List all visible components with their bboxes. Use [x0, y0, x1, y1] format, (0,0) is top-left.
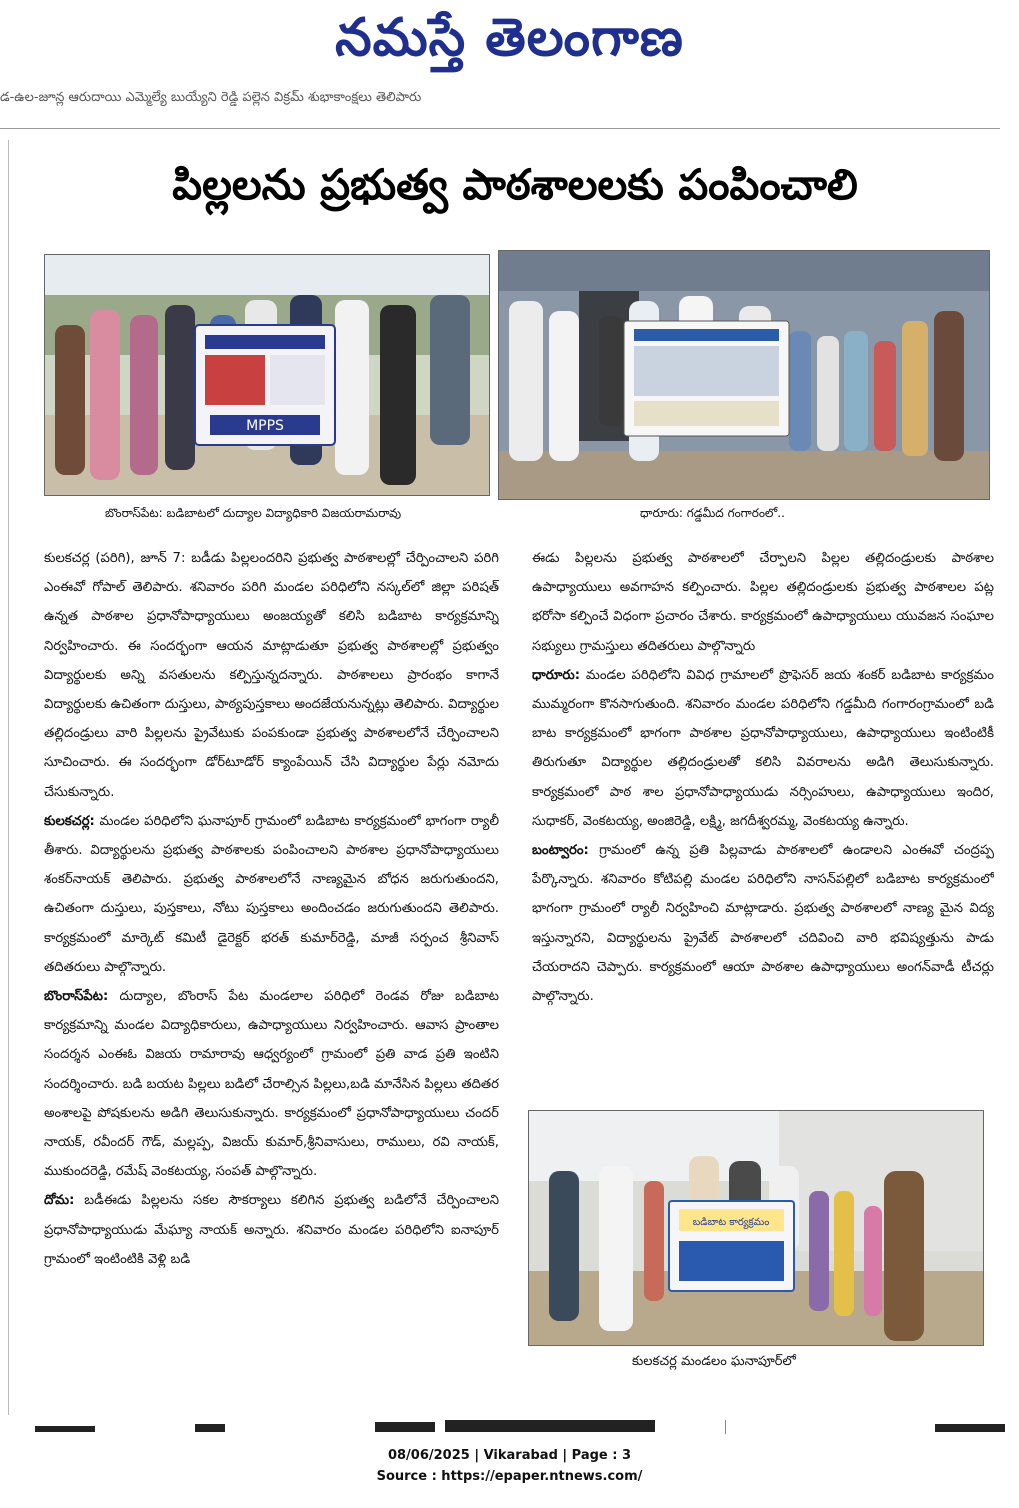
article-column-1	[44, 544, 499, 1409]
paragraph	[532, 544, 994, 661]
photo-bottom-image	[529, 1111, 983, 1345]
paragraph	[532, 661, 994, 836]
paragraph-lead: దోమ:	[44, 1193, 75, 1209]
paragraph	[44, 1186, 499, 1274]
paragraph-lead: ధారూరు:	[532, 667, 581, 683]
banner-text: MPPS	[246, 418, 284, 434]
photo-left-caption: బొంరాస్‌పేట: బడిబాటలో దుద్యాల విద్యాధికారి విజయరామరావు	[105, 506, 402, 520]
article-column-2	[532, 544, 994, 1104]
headline: పిల్లలను ప్రభుత్వ పాఠశాలలకు పంపించాలి	[172, 160, 858, 209]
paragraph	[44, 807, 499, 982]
footer-date-edition: 08/06/2025 | Vikarabad | Page : 3	[387, 1448, 632, 1463]
paragraph-text: కులకచర్ల (పరిగి), జూన్ 7: బడీడు పిల్లలందరిని ప్రభుత్వ పాఠశాలల్లో చేర్పించాలని పరిగి ఎంఈవో గోపాల్ తెలిపారు. శనివారం పరిగి మండల పరిధిలోని నస్కల్‌లో జిల్లా పరిషత్ ఉన్నత పాఠశాల ప్రధానోపాధ్యాయులు అంజయ్యతో కలిసి బడిబాట కార్యక్రమాన్ని నిర్వహించారు. ఈ సందర్భంగా ఆయన మాట్లాడుతూ ప్రభుత్వ పాఠశాలల్లో ప్రభుత్వం విద్యార్థులకు అన్ని వసతులను కల్పిస్తున్నదన్నారు. పాఠశాలలు ప్రారంభం కాగానే విద్యార్థులకు ఉచితంగా దుస్తులు, పాఠ్యపుస్తకాలు అందజేయనున్నట్లు తెలిపారు. విద్యార్థుల తల్లిదండ్రులు వారి పిల్లలను ప్రైవేటుకు పంపకుండా ప్రభుత్వ పాఠశాలలోనే చేర్పించాలని సూచించారు. ఈ సందర్భంగా డోర్‌టూడోర్ క్యాంపేయిన్ చేసి విద్యార్థుల పేర్లు నమోదు చేసుకున్నారు.	[44, 551, 499, 800]
photo-right-caption: ధారూరు: గడ్డమీద గంగారంలో..	[640, 506, 785, 520]
paragraph-text: మండల పరిధిలోని ఘనాపూర్ గ్రామంలో బడిబాట కార్యక్రమంలో భాగంగా ర్యాలీ తీశారు. విద్యార్థులను ప్రభుత్వ పాఠశాలకు పంపించాలని పాఠశాల ప్రధానోపాధ్యాయులు శంకర్‌నాయక్ తెలిపారు. ప్రభుత్వ పాఠశాలలోనే నాణ్యమైన బోధన జరుగుతుందని, ఉచితంగా దుస్తులు, పుస్తకాలు, నోటు పుస్తకాలు అందించడం జరుగుతుందని తెలిపారు. కార్యక్రమంలో మార్కెట్ కమిటీ డైరెక్టర్ భరత్ కుమార్‌రెడ్డి, మాజీ సర్పంచ శ్రీనివాస్ తదితరులు పాల్గొన్నారు.	[44, 813, 499, 975]
paragraph	[44, 982, 499, 1186]
paragraph-lead: బంట్వారం:	[532, 843, 589, 859]
paragraph	[44, 544, 499, 807]
photo-bottom	[528, 1110, 984, 1346]
paragraph-lead: కులకచర్ల:	[44, 813, 95, 829]
banner-text: బడిబాట కార్యక్రమం	[692, 1217, 770, 1228]
paragraph-text: బడీఈడు పిల్లలను సకల సౌకర్యాలు కలిగిన ప్రభుత్వ బడిలోనే చేర్పించాలని ప్రధానోపాధ్యాయుడు మేఘ్యా నాయక్ అన్నారు. శనివారం మండల పరిధిలోని ఐనాపూర్ గ్రామంలో ఇంటింటికి వెళ్లి బడి	[44, 1193, 499, 1267]
photo-bottom-caption: కులకచర్ల మండలం ఘనాపూర్‌లో	[632, 1354, 796, 1369]
masthead	[0, 0, 1019, 80]
paragraph-text: ఈడు పిల్లలను ప్రభుత్వ పాఠశాలలో చేర్పాలని పిల్లల తల్లిదండ్రులకు పాఠశాల ఉపాధ్యాయులు అవగాహన కల్పించారు. పిల్లల తల్లిదండ్రులకు ప్రభుత్వ పాఠశాలల పట్ల భరోసా కల్పించే విధంగా ప్రచారం చేశారు. కార్యక్రమంలో ఉపాధ్యాయులు యువజన సంఘాల సభ్యులు గ్రామస్తులు తదితరులు పాల్గొన్నారు	[532, 551, 994, 654]
ticker-strip: డ-ఉల-జూన్ల ఆరుదాయి ఎమ్మెల్యే బుయ్యేని రెడ్డి పల్లెన విక్రమ్ శుభాకాంక్షలు తెలిపారు	[0, 90, 422, 105]
cut-text-fragment	[35, 1418, 1005, 1434]
photo-right-image	[499, 251, 989, 499]
next-story-fragment	[35, 1418, 1005, 1434]
divider	[8, 140, 9, 1415]
paragraph-lead: బొంరాస్‌పేట:	[44, 989, 109, 1005]
newspaper-title: నమస్తే తెలంగాణ	[335, 8, 684, 68]
paragraph-text: మండల పరిధిలోని వివిధ గ్రామాలలో ప్రొఫెసర్ జయ శంకర్ బడిబాట కార్యక్రమం ముమ్మరంగా కొనసాగుతుంది. శనివారం మండల పరిధిలోని గడ్డమీది గంగారంగ్రామంలో బడి బాట కార్యక్రమంలో భాగంగా పాఠశాల ప్రధానోపాధ్యాయులు, ఉపాధ్యాయులు ఇంటింటికీ తిరుగుతూ విద్యార్థుల తల్లిదండ్రులతో కలిసి వివరాలను అడిగి తెలుసుకున్నారు. కార్యక్రమంలో పాఠ శాల ప్రధానోపాధ్యాయుడు నర్సింహులు, ఉపాధ్యాయులు ఇందిర, సుధాకర్, వెంకటయ్య, అంజిరెడ్డి, లక్ష్మి, జగదీశ్వరమ్మ, వెంకటయ్య ఉన్నారు.	[532, 667, 994, 829]
photo-left	[44, 254, 490, 496]
paragraph	[532, 836, 994, 1011]
photo-left-image	[45, 255, 489, 495]
photo-right	[498, 250, 990, 500]
divider	[0, 128, 1000, 129]
paragraph-text: దుద్యాల, బొంరాస్ పేట మండలాల పరిధిలో రెండవ రోజు బడిబాట కార్యక్రమాన్ని మండల విద్యాధికారులు, ఉపాధ్యాయులు నిర్వహించారు. ఆవాస ప్రాంతాల సందర్శన ఎంఈఓ విజయ రామారావు ఆధ్వర్యంలో గ్రామంలో ప్రతి వాడ ప్రతి ఇంటిని సందర్శించారు. బడి బయట పిల్లలు బడిలో చేరాల్సిన పిల్లలు,బడి మానేసిన పిల్లలు తదితర అంశాలపై పోషకులను అడిగి తెలుసుకున్నారు. కార్యక్రమంలో ప్రధానోపాధ్యాయులు చందర్ నాయక్, రవీందర్ గౌడ్, మల్లప్ప, విజయ్ కుమార్,శ్రీనివాసులు, రాములు, రవి నాయక్, ముకుందరెడ్డి, రమేష్ వెంకటయ్య, సంపత్ పాల్గొన్నారు.	[44, 989, 499, 1180]
footer-source: Source : https://epaper.ntnews.com/	[376, 1469, 643, 1484]
paragraph-text: గ్రామంలో ఉన్న ప్రతి పిల్లవాడు పాఠశాలలో ఉండాలని ఎంఈవో చంద్రప్ప పేర్కొన్నారు. శనివారం కోటిపల్లి మండల పరిధిలోని నాసన్‌పల్లిలో బడిబాట కార్యక్రమంలో భాగంగా గ్రామంలో ర్యాలీ నిర్వహించి మాట్లాడారు. ప్రభుత్వ పాఠశాలలో నాణ్య మైన విద్య ఇస్తున్నారని, విద్యార్థులను ప్రైవేట్ పాఠశాలలో చదివించి వారి భవిష్యత్తును పాడు చేయరాదని చెప్పారు. కార్యక్రమంలో ఆయా పాఠశాల ఉపాధ్యాయులు అంగన్‌వాడీ టీచర్లు పాల్గొన్నారు.	[532, 843, 994, 1005]
